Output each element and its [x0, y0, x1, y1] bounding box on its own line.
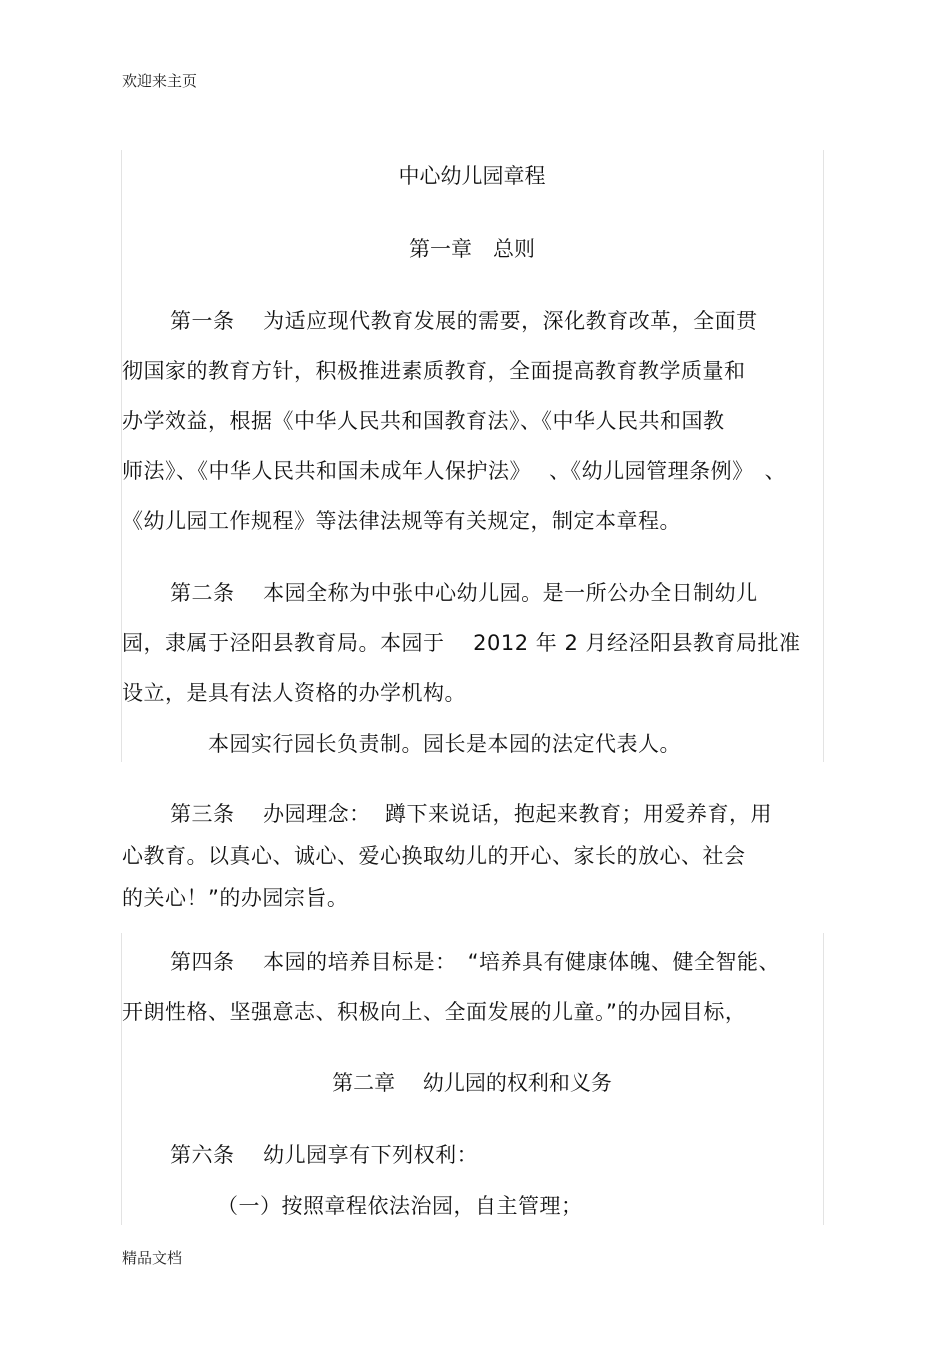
article-2-line-3: 设立，是具有法人资格的办学机构。: [122, 681, 466, 705]
chapter-1-heading: 第一章 总则: [409, 237, 535, 261]
article-1-line-5: 《幼儿园工作规程》等法律法规等有关规定，制定本章程。: [122, 509, 681, 533]
article-2-line-4: 本园实行园长负责制。园长是本园的法定代表人。: [208, 732, 681, 756]
article-1-line-1: 第一条 为适应现代教育发展的需要，深化教育改革，全面贯: [170, 309, 758, 333]
article-3-line-2: 心教育。以真心、诚心、爱心换取幼儿的开心、家长的放心、社会: [122, 844, 746, 868]
article-1-line-4: 师法》、《中华人民共和国未成年人保护法》 、《幼儿园管理条例》 、: [122, 459, 787, 483]
article-6-item-1: （一）按照章程依法治园，自主管理；: [217, 1194, 583, 1218]
article-4-line-1: 第四条 本园的培养目标是： “培养具有健康体魄、健全智能、: [170, 950, 781, 974]
article-6-line-1: 第六条 幼儿园享有下列权利：: [170, 1143, 479, 1167]
article-1-line-2: 彻国家的教育方针，积极推进素质教育，全面提高教育教学质量和: [122, 359, 746, 383]
margin-line-right-1: [823, 150, 824, 762]
article-2-line-2: 园，隶属于泾阳县教育局。本园于 2012 年 2 月经泾阳县教育局批准: [122, 631, 801, 655]
margin-line-right-2: [823, 933, 824, 1225]
article-3-line-1: 第三条 办园理念： 蹲下来说话，抱起来教育；用爱养育，用: [170, 802, 773, 826]
article-2-line-1: 第二条 本园全称为中张中心幼儿园。是一所公办全日制幼儿: [170, 581, 758, 605]
article-3-line-3: 的关心！”的办园宗旨。: [122, 886, 349, 910]
article-4-line-2: 开朗性格、坚强意志、积极向上、全面发展的儿童。”的办园目标，: [122, 1000, 747, 1024]
document-title: 中心幼儿园章程: [398, 164, 546, 188]
chapter-2-heading: 第二章 幼儿园的权利和义务: [332, 1071, 612, 1095]
page-header: 欢迎来主页: [122, 72, 198, 90]
article-1-line-3: 办学效益，根据《中华人民共和国教育法》、《中华人民共和国教: [122, 409, 725, 433]
page-footer: 精品文档: [122, 1249, 183, 1267]
